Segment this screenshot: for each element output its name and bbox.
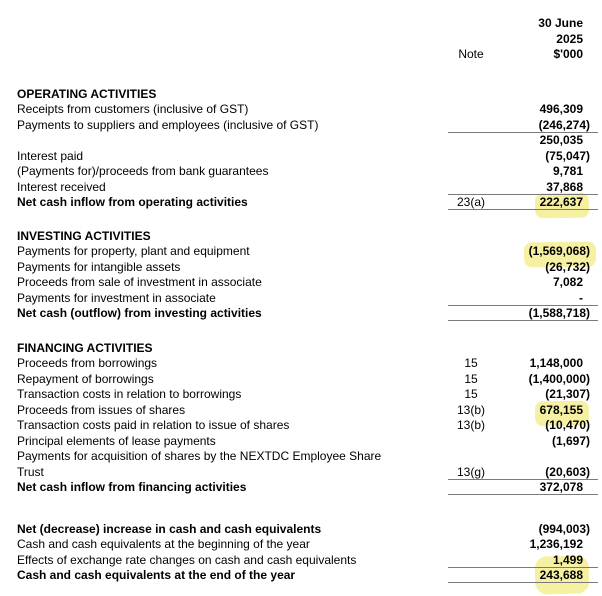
row-label: Payments for acquisition of shares by the NEXTDC Employee Share <box>17 449 382 463</box>
section-financing <box>0 341 602 496</box>
amount-cell <box>579 291 590 307</box>
row-label: Transaction costs paid in relation to issue of shares <box>17 418 290 432</box>
section-investing <box>0 229 602 322</box>
row-label: Trust <box>17 464 44 479</box>
amount-value: (246,274) <box>538 117 590 132</box>
table-row <box>0 568 602 584</box>
amount-value: 1,148,000 <box>529 356 583 370</box>
table-row <box>0 195 602 211</box>
note-reference: 15 <box>464 371 478 386</box>
table-row <box>0 356 602 372</box>
table-row <box>0 291 602 307</box>
amount-value: 243,688 <box>539 568 583 582</box>
note-reference: 13(b) <box>456 418 485 432</box>
amount-value: (994,003) <box>538 521 590 536</box>
amount-cell <box>545 418 590 434</box>
amount-cell <box>540 568 590 584</box>
table-row <box>0 133 602 149</box>
row-label: Payments for investment in associate <box>17 290 216 305</box>
note-reference: 13(b) <box>456 402 485 417</box>
amount-value: - <box>579 290 583 305</box>
amount-value: (1,588,718) <box>528 306 590 320</box>
amount-cell <box>529 372 590 388</box>
note-reference: 15 <box>464 387 478 401</box>
amount-cell <box>545 149 590 165</box>
amount-value: (75,047) <box>545 148 590 163</box>
table-row <box>0 372 602 388</box>
amount-value: (1,569,068) <box>528 244 590 258</box>
table-row <box>0 102 602 118</box>
table-row <box>0 244 602 260</box>
amount-value: 678,155 <box>539 402 583 417</box>
amount-cell <box>540 195 590 211</box>
amount-cell <box>540 102 590 118</box>
amount-cell <box>539 522 590 538</box>
amount-value: 7,082 <box>552 275 583 289</box>
row-label: Proceeds from sale of investment in associate <box>17 275 262 289</box>
amount-cell <box>530 537 590 553</box>
row-label: Payments to suppliers and employees (inclusive of GST) <box>17 117 319 132</box>
amount-value: 37,868 <box>546 179 583 194</box>
note-column-header: Note <box>458 47 484 61</box>
amount-value: (10,470) <box>545 418 590 432</box>
amount-value: 222,637 <box>539 195 583 209</box>
table-row <box>0 553 602 569</box>
section-title: FINANCING ACTIVITIES <box>17 340 153 355</box>
amount-value: 1,499 <box>552 552 583 567</box>
row-label: (Payments for)/proceeds from bank guarantees <box>17 164 269 178</box>
row-label: Payments for intangible assets <box>17 259 181 274</box>
amount-cell <box>540 403 590 419</box>
amount-cell <box>540 480 590 496</box>
table-row <box>0 275 602 291</box>
amount-value: 496,309 <box>539 102 583 116</box>
period-year: 2025 <box>556 31 583 46</box>
table-row <box>0 387 602 403</box>
row-label: Cash and cash equivalents at the beginning of the year <box>17 537 310 551</box>
table-row <box>0 465 602 481</box>
amount-cell <box>553 164 590 180</box>
amount-cell <box>545 260 590 276</box>
row-label: Interest paid <box>17 148 84 163</box>
row-label: Proceeds from borrowings <box>17 356 158 370</box>
statement-sections <box>0 87 602 584</box>
amount-cell <box>546 180 590 196</box>
note-reference: 23(a) <box>456 195 485 209</box>
period-row-2 <box>0 32 602 48</box>
table-row <box>0 306 602 322</box>
row-label: Net cash (outflow) from investing activities <box>17 306 262 320</box>
amount-cell <box>553 553 590 569</box>
amount-value: 1,236,192 <box>529 537 583 551</box>
units-row <box>0 47 602 63</box>
section-title: INVESTING ACTIVITIES <box>17 228 151 243</box>
amount-value: (21,307) <box>545 387 590 401</box>
table-row <box>0 403 602 419</box>
table-row <box>0 118 602 134</box>
amount-value: (20,603) <box>545 464 590 479</box>
row-label: Net cash inflow from financing activities <box>17 480 247 494</box>
amount-value: (1,697) <box>551 433 590 448</box>
row-label: Principal elements of lease payments <box>17 433 216 448</box>
period-row-1 <box>0 16 602 32</box>
section-operating <box>0 87 602 211</box>
row-label: Transaction costs in relation to borrowings <box>17 387 242 401</box>
amount-value: (26,732) <box>545 259 590 274</box>
table-row <box>0 480 602 496</box>
amount-cell <box>529 306 590 322</box>
amount-value: 9,781 <box>552 164 583 178</box>
section-summary <box>0 522 602 584</box>
table-row <box>0 260 602 276</box>
row-label: Proceeds from issues of shares <box>17 402 186 417</box>
note-reference: 15 <box>464 356 478 370</box>
note-reference: 13(g) <box>456 464 485 479</box>
row-label: Effects of exchange rate changes on cash and cash equivalents <box>17 552 357 567</box>
amount-cell <box>530 356 590 372</box>
amount-value: (1,400,000) <box>528 371 590 386</box>
table-row <box>0 537 602 553</box>
table-row <box>0 434 602 450</box>
amount-cell <box>529 244 590 260</box>
row-label: Net (decrease) increase in cash and cash equivalents <box>17 521 322 536</box>
table-row <box>0 522 602 538</box>
table-row <box>0 164 602 180</box>
row-label: Interest received <box>17 179 106 194</box>
row-label: Cash and cash equivalents at the end of the year <box>17 568 296 582</box>
amount-value: 250,035 <box>539 133 583 147</box>
amount-value: 372,078 <box>539 480 583 494</box>
row-label: Repayment of borrowings <box>17 371 154 386</box>
table-row <box>0 180 602 196</box>
row-label: Receipts from customers (inclusive of GST) <box>17 102 249 116</box>
amount-cell <box>545 465 590 481</box>
amount-cell <box>545 387 590 403</box>
row-label: Payments for property, plant and equipment <box>17 244 250 258</box>
amount-cell <box>553 275 590 291</box>
amount-cell <box>539 118 590 134</box>
table-row <box>0 149 602 165</box>
column-headers <box>0 16 602 63</box>
amount-cell <box>540 133 590 149</box>
table-row <box>0 449 602 465</box>
section-title: OPERATING ACTIVITIES <box>17 86 157 101</box>
amount-cell <box>552 434 590 450</box>
row-label: Net cash inflow from operating activities <box>17 195 248 209</box>
period-date: 30 June <box>538 16 583 30</box>
unit-column-header: $'000 <box>553 47 583 61</box>
table-row <box>0 418 602 434</box>
